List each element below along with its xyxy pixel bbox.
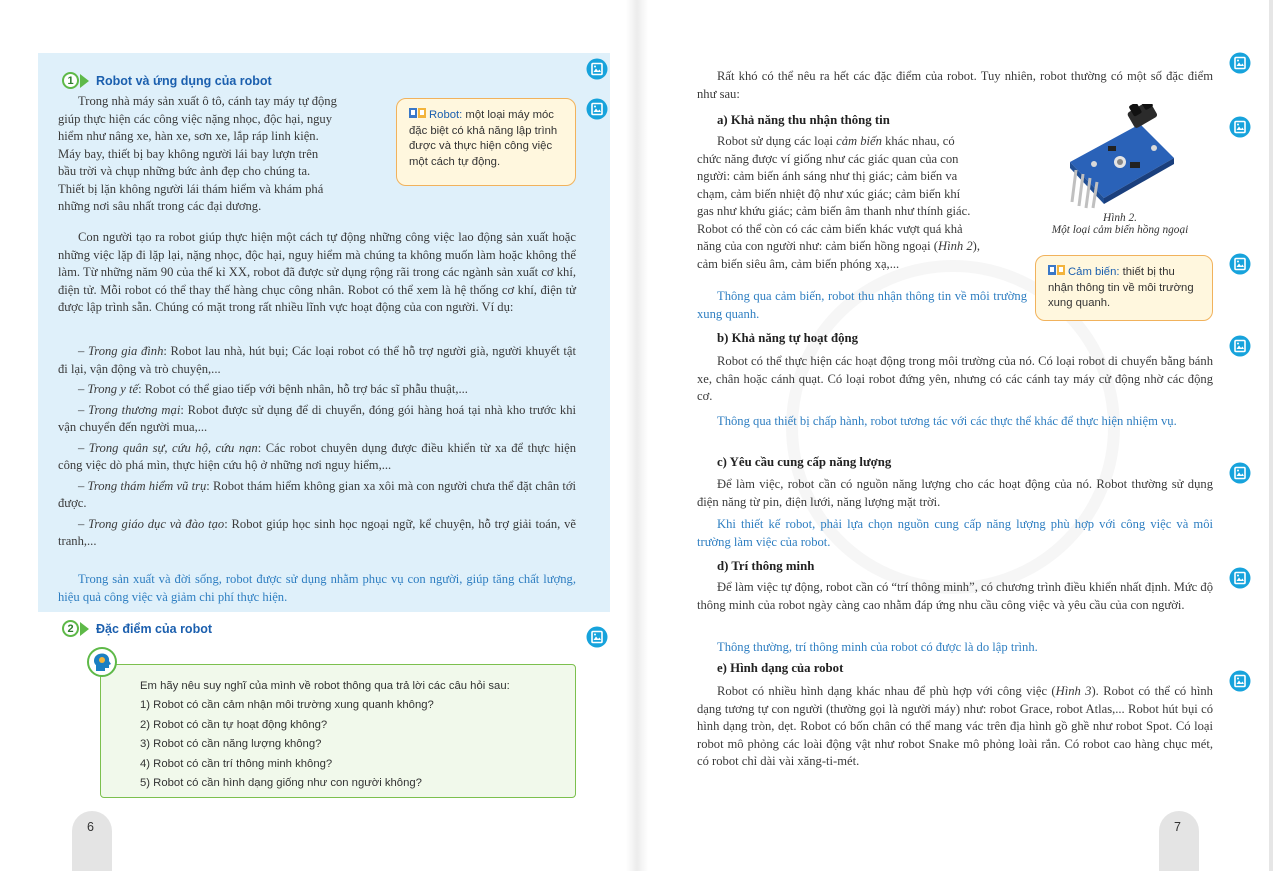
intro-line: bầu trời và chụp những bức ảnh đẹp cho chúng ta. xyxy=(58,164,311,178)
head-gear-icon xyxy=(87,647,117,677)
text-run: năng của con người như: cảm biến hồng ngoại ( xyxy=(697,239,938,253)
intro-line: những nơi sâu nhất trong các đại dương. xyxy=(58,199,262,213)
example-domain: – Trong giáo dục và đào tạo xyxy=(78,516,225,531)
figure-ref: Hình 2 xyxy=(938,239,973,253)
example-domain: – Trong gia đình xyxy=(78,344,164,358)
example-item xyxy=(58,381,576,399)
summary-b: Thông qua thiết bị chấp hành, robot tương tác với các thực thể khác để thực hiện nhiệm vụ. xyxy=(717,414,1177,428)
picture-icon[interactable] xyxy=(586,58,608,80)
example-item xyxy=(58,343,576,378)
page-number-right: 7 xyxy=(1174,820,1181,834)
right-intro: Rất khó có thể nêu ra hết các đặc điểm của robot. Tuy nhiên, robot thường có một số đặc điểm như sau: xyxy=(697,69,1213,101)
picture-icon[interactable] xyxy=(1229,116,1251,138)
example-text: : Robot lau nhà, hút bụi; Các loại robot có thể hỗ trợ người già, người khuyết tật đi lại, vận động và trò chuyện,... xyxy=(58,344,576,376)
example-item xyxy=(58,516,576,551)
paragraph-e xyxy=(697,683,1213,771)
example-domain: – Trong quân sự, cứu hộ, cứu nạn xyxy=(78,440,258,455)
section2-title: Đặc điểm của robot xyxy=(96,621,212,636)
picture-icon[interactable] xyxy=(1229,335,1251,357)
section1-heading xyxy=(62,72,272,89)
page-edge xyxy=(1269,0,1273,871)
section1-number: 1 xyxy=(62,72,79,89)
term-emphasis: cảm biến xyxy=(836,134,882,148)
text-line: người: cảm biến ánh sáng như thị giác; cảm biến va xyxy=(697,169,958,183)
example-text: : Robot được sử dụng để di chuyển, đóng gói hàng hoá tại nhà kho trước khi vận chuyển đến người mua,... xyxy=(58,402,576,434)
text-line: Robot có thể còn có các cảm biến khác vượt quá khả xyxy=(697,221,963,236)
heading-c: c) Yêu cầu cung cấp năng lượng xyxy=(717,455,892,469)
page-number-left: 6 xyxy=(87,820,94,834)
text-line: gas như khứu giác; cảm biến âm thanh như thính giác. xyxy=(697,204,971,218)
question-item: 5) Robot có cần hình dạng giống như con người không? xyxy=(140,777,422,790)
book-icon xyxy=(409,107,426,119)
heading-b: b) Khả năng tự hoạt động xyxy=(717,331,859,345)
figure2-caption xyxy=(1036,212,1204,236)
sensor-definition-box xyxy=(1035,255,1213,321)
picture-icon[interactable] xyxy=(586,626,608,648)
question-item: 1) Robot có cần cảm nhận môi trường xung quanh không? xyxy=(140,699,434,712)
question-item: 4) Robot có cần trí thông minh không? xyxy=(140,757,333,770)
example-item xyxy=(58,402,576,437)
section2-number: 2 xyxy=(62,620,79,637)
think-prompt: Em hãy nêu suy nghĩ của mình về robot thông qua trả lời các câu hỏi sau: xyxy=(140,680,510,692)
example-item xyxy=(58,478,576,513)
text-run: ). Robot có thể có hình dạng tương tự con người (thường gọi là người máy) như: robot Grace, robot Atlas,... Robot hút bụi có hình dạng tròn, dẹt. Robot có bốn chân có thể mang vác trên địa hình gồ ghề như robot Spot. Có loại robot mô phỏng các loài động vật như robot Snake mô phỏng loài rắn. Có robot cao hàng chục mét, có robot chỉ dài vài xăng-ti-mét. xyxy=(697,684,1213,768)
intro-line: Trong nhà máy sản xuất ô tô, cánh tay máy tự động xyxy=(78,94,337,108)
definition-text: thiết bị thu nhận thông tin về môi trường xung quanh. xyxy=(1048,266,1194,309)
example-item xyxy=(58,440,576,475)
heading-e: e) Hình dạng của robot xyxy=(717,661,844,675)
definition-term: Robot: xyxy=(429,109,463,121)
heading-a: a) Khả năng thu nhận thông tin xyxy=(717,113,890,127)
summary-d: Thông thường, trí thông minh của robot có được là do lập trình. xyxy=(717,640,1038,654)
figure2-description: Một loại cảm biến hồng ngoại xyxy=(1051,224,1189,236)
text-run: Robot có nhiều hình dạng khác nhau để phù hợp với công việc ( xyxy=(717,684,1056,698)
picture-icon[interactable] xyxy=(1229,253,1251,275)
picture-icon[interactable] xyxy=(1229,462,1251,484)
section1-intro xyxy=(58,93,388,216)
section1-paragraph: Con người tạo ra robot giúp thực hiện một cách tự động những công việc lao động sản xuất hoặc những việc lặp đi lặp lại, nặng nhọc, độc hại, nguy hiểm mà chúng ta không muốn làm hoặc không thể làm. Từ những năm 90 của thế kỉ XX, robot đã được sử dụng rộng rãi trong các ngành sản xuất cơ khí, điện tử. Mỗi robot có thể thay thế hàng chục công nhân. Robot có thể xem là hệ thống cơ khí, điện tử được lập trình sẵn. Chúng có mặt trong rất nhiều lĩnh vực hoạt động của con người. Ví dụ: xyxy=(58,230,576,314)
examples-list xyxy=(58,343,576,551)
definition-term: Cảm biến: xyxy=(1068,266,1120,278)
text-run: Robot sử dụng các loại xyxy=(717,134,837,148)
section1-title: Robot và ứng dụng của robot xyxy=(96,73,272,88)
text-line xyxy=(697,133,1027,151)
example-domain: – Trong thương mại xyxy=(78,402,181,417)
section1-summary: Trong sản xuất và đời sống, robot được sử dụng nhằm phục vụ con người, giúp tăng chất lượng, hiệu quả công việc và giảm chi phí thực hiện. xyxy=(58,572,576,604)
book-icon xyxy=(1048,264,1065,276)
question-item: 3) Robot có cần năng lượng không? xyxy=(140,738,322,751)
paragraph-c: Để làm việc, robot cần có nguồn năng lượng cho các hoạt động của nó. Robot thường sử dụng điện năng từ pin, điện lưới, năng lượng mặt trời. xyxy=(697,477,1213,509)
intro-line: Thiết bị lặn không người lái thám hiểm và khám phá xyxy=(58,181,324,196)
text-line: cảm biến siêu âm, cảm biến phóng xạ,... xyxy=(697,256,900,271)
section2-heading xyxy=(62,620,212,637)
picture-icon[interactable] xyxy=(586,98,608,120)
example-text: : Các robot chuyên dụng được điều khiển từ xa để thực hiện công việc dò phá mìn, thực hiện cứu hộ ở những nơi nguy hiểm,... xyxy=(58,440,577,472)
paragraph-a xyxy=(697,133,1027,273)
figure2-label: Hình 2. xyxy=(1103,212,1137,224)
figure-ref: Hình 3 xyxy=(1055,684,1092,698)
text-line xyxy=(697,238,1027,256)
section-arrow-icon xyxy=(80,622,89,636)
picture-icon[interactable] xyxy=(1229,670,1251,692)
robot-definition-box xyxy=(396,98,576,186)
paragraph-b: Robot có thể thực hiện các hoạt động trong môi trường của nó. Có loại robot di chuyển bằng bánh xe, chân hoặc cánh quạt. Có loại robot đứng yên, nhưng có các cánh tay máy cử động nhờ các động cơ. xyxy=(697,354,1213,403)
picture-icon[interactable] xyxy=(1229,567,1251,589)
example-text: : Robot có thể giao tiếp với bệnh nhân, hỗ trợ bác sĩ phẫu thuật,... xyxy=(138,382,468,396)
summary-a: Thông qua cảm biến, robot thu nhận thông tin về môi trường xung quanh. xyxy=(697,289,1027,321)
text-line: chạm, cảm biến nhiệt độ như xúc giác; cảm biến khí xyxy=(697,186,961,201)
think-questions xyxy=(140,677,510,793)
definition-text: một loại máy móc đặc biệt có khả năng lập trình được và thực hiện công việc một cách tự động. xyxy=(409,109,558,168)
text-line: chức năng được ví giống như các giác quan của con xyxy=(697,151,959,166)
sensor-board-image xyxy=(1062,104,1180,210)
heading-d: d) Trí thông minh xyxy=(717,559,815,573)
intro-line: hiểm như nâng xe, hàn xe, sơn xe, lắp ráp linh kiện. xyxy=(58,129,319,143)
example-domain: – Trong y tế xyxy=(78,382,139,396)
section-arrow-icon xyxy=(80,74,89,88)
question-item: 2) Robot có cần tự hoạt động không? xyxy=(140,718,328,731)
intro-line: giúp thực hiện các công việc nặng nhọc, độc hại, nguy xyxy=(58,111,333,126)
example-domain: – Trong thám hiểm vũ trụ xyxy=(78,478,207,493)
text-run: khác nhau, có xyxy=(881,134,955,148)
example-text: : Robot thám hiểm không gian xa xôi mà con người chưa thể đặt chân tới được. xyxy=(58,478,576,510)
text-run: ), xyxy=(972,239,980,253)
intro-line: Máy bay, thiết bị bay không người lái bay lượn trên xyxy=(58,146,319,161)
picture-icon[interactable] xyxy=(1229,52,1251,74)
summary-c: Khi thiết kế robot, phải lựa chọn nguồn cung cấp năng lượng phù hợp với công việc và môi trường làm việc của robot. xyxy=(697,517,1213,549)
paragraph-d: Để làm việc tự động, robot cần có “trí thông minh”, có chương trình điều khiển nhất định. Mức độ thông minh của robot ngày càng cao nhằm đáp ứng nhu cầu công việc và yêu cầu của con người. xyxy=(697,580,1213,612)
example-text: : Robot giúp học sinh học ngoại ngữ, kể chuyện, hỗ trợ giải toán, vẽ tranh,... xyxy=(58,516,576,548)
